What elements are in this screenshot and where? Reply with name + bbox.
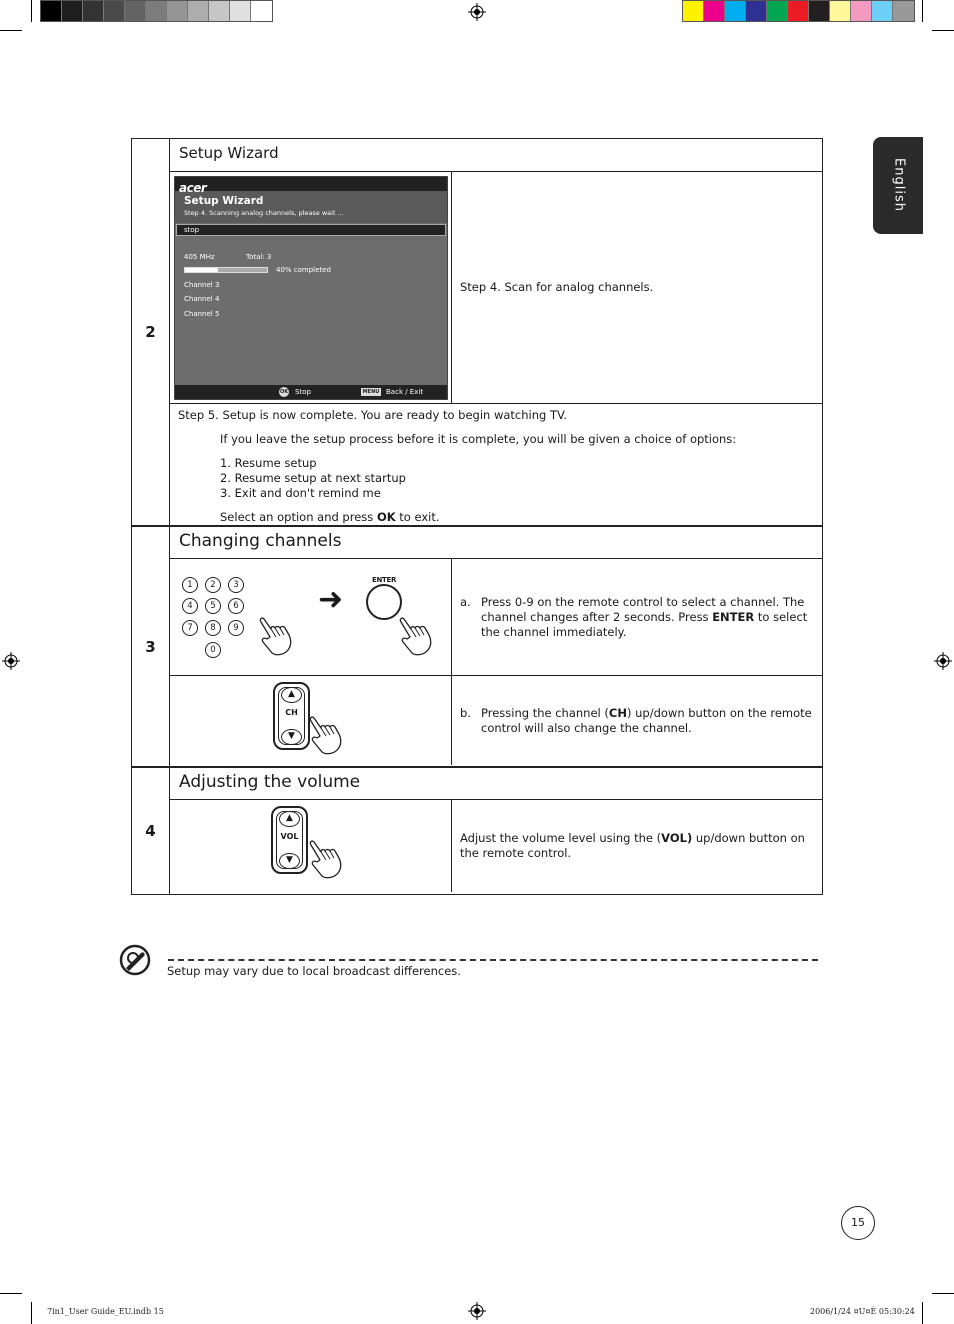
item-b-cell	[452, 676, 822, 765]
color-swatch	[83, 1, 104, 21]
ch-rocker-cell	[170, 676, 452, 765]
volume-pre: Adjust the volume level using the (	[460, 831, 662, 845]
registration-mark-icon	[468, 3, 486, 21]
channel-item: Channel 4	[184, 295, 220, 303]
volume-post: up/down button on the remote control.	[460, 831, 805, 860]
language-tab-label: English	[891, 158, 907, 212]
channel-item: Channel 5	[184, 310, 220, 318]
section-title: Adjusting the volume	[170, 768, 822, 800]
item-a	[460, 595, 814, 640]
color-swatch	[62, 1, 83, 21]
keypad-key: 4	[182, 598, 198, 614]
color-swatch	[851, 1, 872, 21]
keypad-key: 6	[228, 598, 244, 614]
registration-mark-icon	[2, 652, 20, 670]
up-arrow-icon: ▲	[279, 811, 300, 827]
guide-table	[131, 138, 823, 895]
section-number: 2	[132, 139, 170, 525]
item-a-post: to select the channel immediately.	[481, 609, 808, 639]
pointing-hand-icon	[398, 615, 434, 657]
screen-subtitle: Step 4. Scanning analog channels, please wait ...	[184, 209, 344, 217]
pointing-hand-icon	[308, 714, 344, 756]
arrow-right-icon: ➜	[318, 582, 344, 617]
section-title: Setup Wizard	[170, 139, 822, 172]
keypad-key: 0	[205, 642, 221, 658]
option-item: 2. Resume setup at next startup	[220, 471, 406, 485]
color-swatch	[683, 1, 704, 21]
item-a-key: ENTER	[712, 609, 755, 624]
stop-option: stop	[176, 224, 446, 236]
down-arrow-icon: ▼	[279, 853, 300, 869]
language-tab	[873, 137, 923, 234]
color-swatch	[125, 1, 146, 21]
note-icon	[119, 944, 151, 976]
item-b-post: ) up/down button on the remote control will also change the channel.	[481, 705, 812, 735]
progress-label: 40% completed	[276, 266, 331, 274]
color-swatch	[830, 1, 851, 21]
note-text: Setup may vary due to local broadcast differences.	[167, 964, 461, 978]
setup-wizard-screen	[174, 176, 448, 400]
keypad-key: 2	[205, 577, 221, 593]
ok-label: Stop	[295, 388, 311, 396]
color-swatch	[809, 1, 830, 21]
menu-label: Back / Exit	[386, 388, 424, 396]
option-item: 3. Exit and don't remind me	[220, 486, 381, 500]
color-swatch	[167, 1, 188, 21]
crop-mark	[0, 30, 22, 31]
slug-right: 2006/1/24 ¤U¤È 05:30:24	[810, 1307, 915, 1316]
section-title: Changing channels	[170, 527, 822, 559]
screen-cell	[170, 172, 452, 403]
crop-mark	[922, 1302, 923, 1324]
section-adjusting-volume	[132, 768, 822, 894]
channel-item: Channel 3	[184, 281, 220, 289]
item-label: a.	[460, 594, 471, 609]
keypad-key: 1	[182, 577, 198, 593]
step5-select	[178, 510, 814, 525]
page-number: 15	[841, 1206, 875, 1240]
pointing-hand-icon	[308, 838, 344, 880]
gray-swatch-strip	[40, 0, 273, 22]
enter-label: ENTER	[372, 576, 397, 584]
crop-mark	[0, 1293, 22, 1294]
color-swatch	[104, 1, 125, 21]
color-swatch-strip	[682, 0, 915, 22]
ok-key-icon: OK	[279, 389, 289, 395]
screen-footer	[175, 385, 447, 399]
vol-rocker-cell	[170, 800, 452, 892]
color-swatch	[146, 1, 167, 21]
color-swatch	[872, 1, 893, 21]
volume-key: VOL)	[661, 831, 693, 845]
color-swatch	[704, 1, 725, 21]
option-item: 1. Resume setup	[220, 456, 317, 470]
section-setup-wizard	[132, 139, 822, 527]
volume-text	[460, 831, 814, 861]
color-swatch	[746, 1, 767, 21]
step5-block	[170, 404, 822, 525]
ch-label: CH	[285, 708, 298, 717]
slug-left: 7in1_User Guide_EU.indb 15	[47, 1307, 164, 1316]
item-b-pre: Pressing the channel (	[481, 705, 609, 720]
item-label: b.	[460, 705, 471, 720]
color-swatch	[251, 1, 272, 21]
crop-mark	[932, 1293, 954, 1294]
item-b	[460, 706, 814, 736]
keypad-key: 8	[205, 620, 221, 636]
step5-leave: If you leave the setup process before it is complete, you will be given a choice of options:	[220, 432, 737, 446]
keypad-cell	[170, 559, 452, 675]
frequency-readout: 405 MHz	[184, 253, 215, 261]
keypad-key: 3	[228, 577, 244, 593]
color-swatch	[41, 1, 62, 21]
volume-text-cell	[452, 800, 822, 892]
color-swatch	[230, 1, 251, 21]
vol-rocker-icon	[271, 806, 308, 874]
color-swatch	[767, 1, 788, 21]
pointing-hand-icon	[258, 615, 294, 657]
ch-rocker-icon	[273, 682, 310, 750]
item-a-pre: Press 0-9 on the remote control to select a channel. The channel changes after 2 seconds. Press	[481, 594, 805, 624]
registration-mark-icon	[934, 652, 952, 670]
section-changing-channels	[132, 527, 822, 768]
up-arrow-icon: ▲	[281, 687, 302, 703]
crop-mark	[31, 1302, 32, 1324]
enter-button-icon	[366, 584, 402, 620]
select-pre: Select an option and press	[220, 510, 377, 524]
acer-logo: acer	[179, 181, 207, 195]
menu-key-icon: MENU	[362, 389, 380, 395]
step4-text: Step 4. Scan for analog channels.	[460, 280, 654, 294]
note-divider	[168, 959, 818, 961]
select-post: to exit.	[395, 510, 440, 524]
scan-progress-bar	[184, 267, 268, 273]
item-b-key: CH	[608, 705, 627, 720]
registration-mark-icon	[468, 1302, 486, 1320]
color-swatch	[725, 1, 746, 21]
section-number: 3	[132, 527, 170, 766]
crop-mark	[922, 0, 923, 22]
keypad-key: 9	[228, 620, 244, 636]
crop-mark	[932, 30, 954, 31]
section-number: 4	[132, 768, 170, 894]
down-arrow-icon: ▼	[281, 729, 302, 745]
color-swatch	[188, 1, 209, 21]
keypad-key: 5	[205, 598, 221, 614]
select-key: OK	[376, 510, 396, 524]
crop-mark	[31, 0, 32, 22]
keypad-key: 7	[182, 620, 198, 636]
color-swatch	[788, 1, 809, 21]
color-swatch	[209, 1, 230, 21]
color-swatch	[893, 1, 914, 21]
scan-progress-fill	[185, 268, 218, 272]
vol-label: VOL	[280, 832, 299, 841]
step5-intro: Step 5. Setup is now complete. You are ready to begin watching TV.	[178, 408, 568, 422]
screen-title: Setup Wizard	[184, 195, 264, 207]
item-a-cell	[452, 559, 822, 675]
total-readout: Total: 3	[246, 253, 272, 261]
